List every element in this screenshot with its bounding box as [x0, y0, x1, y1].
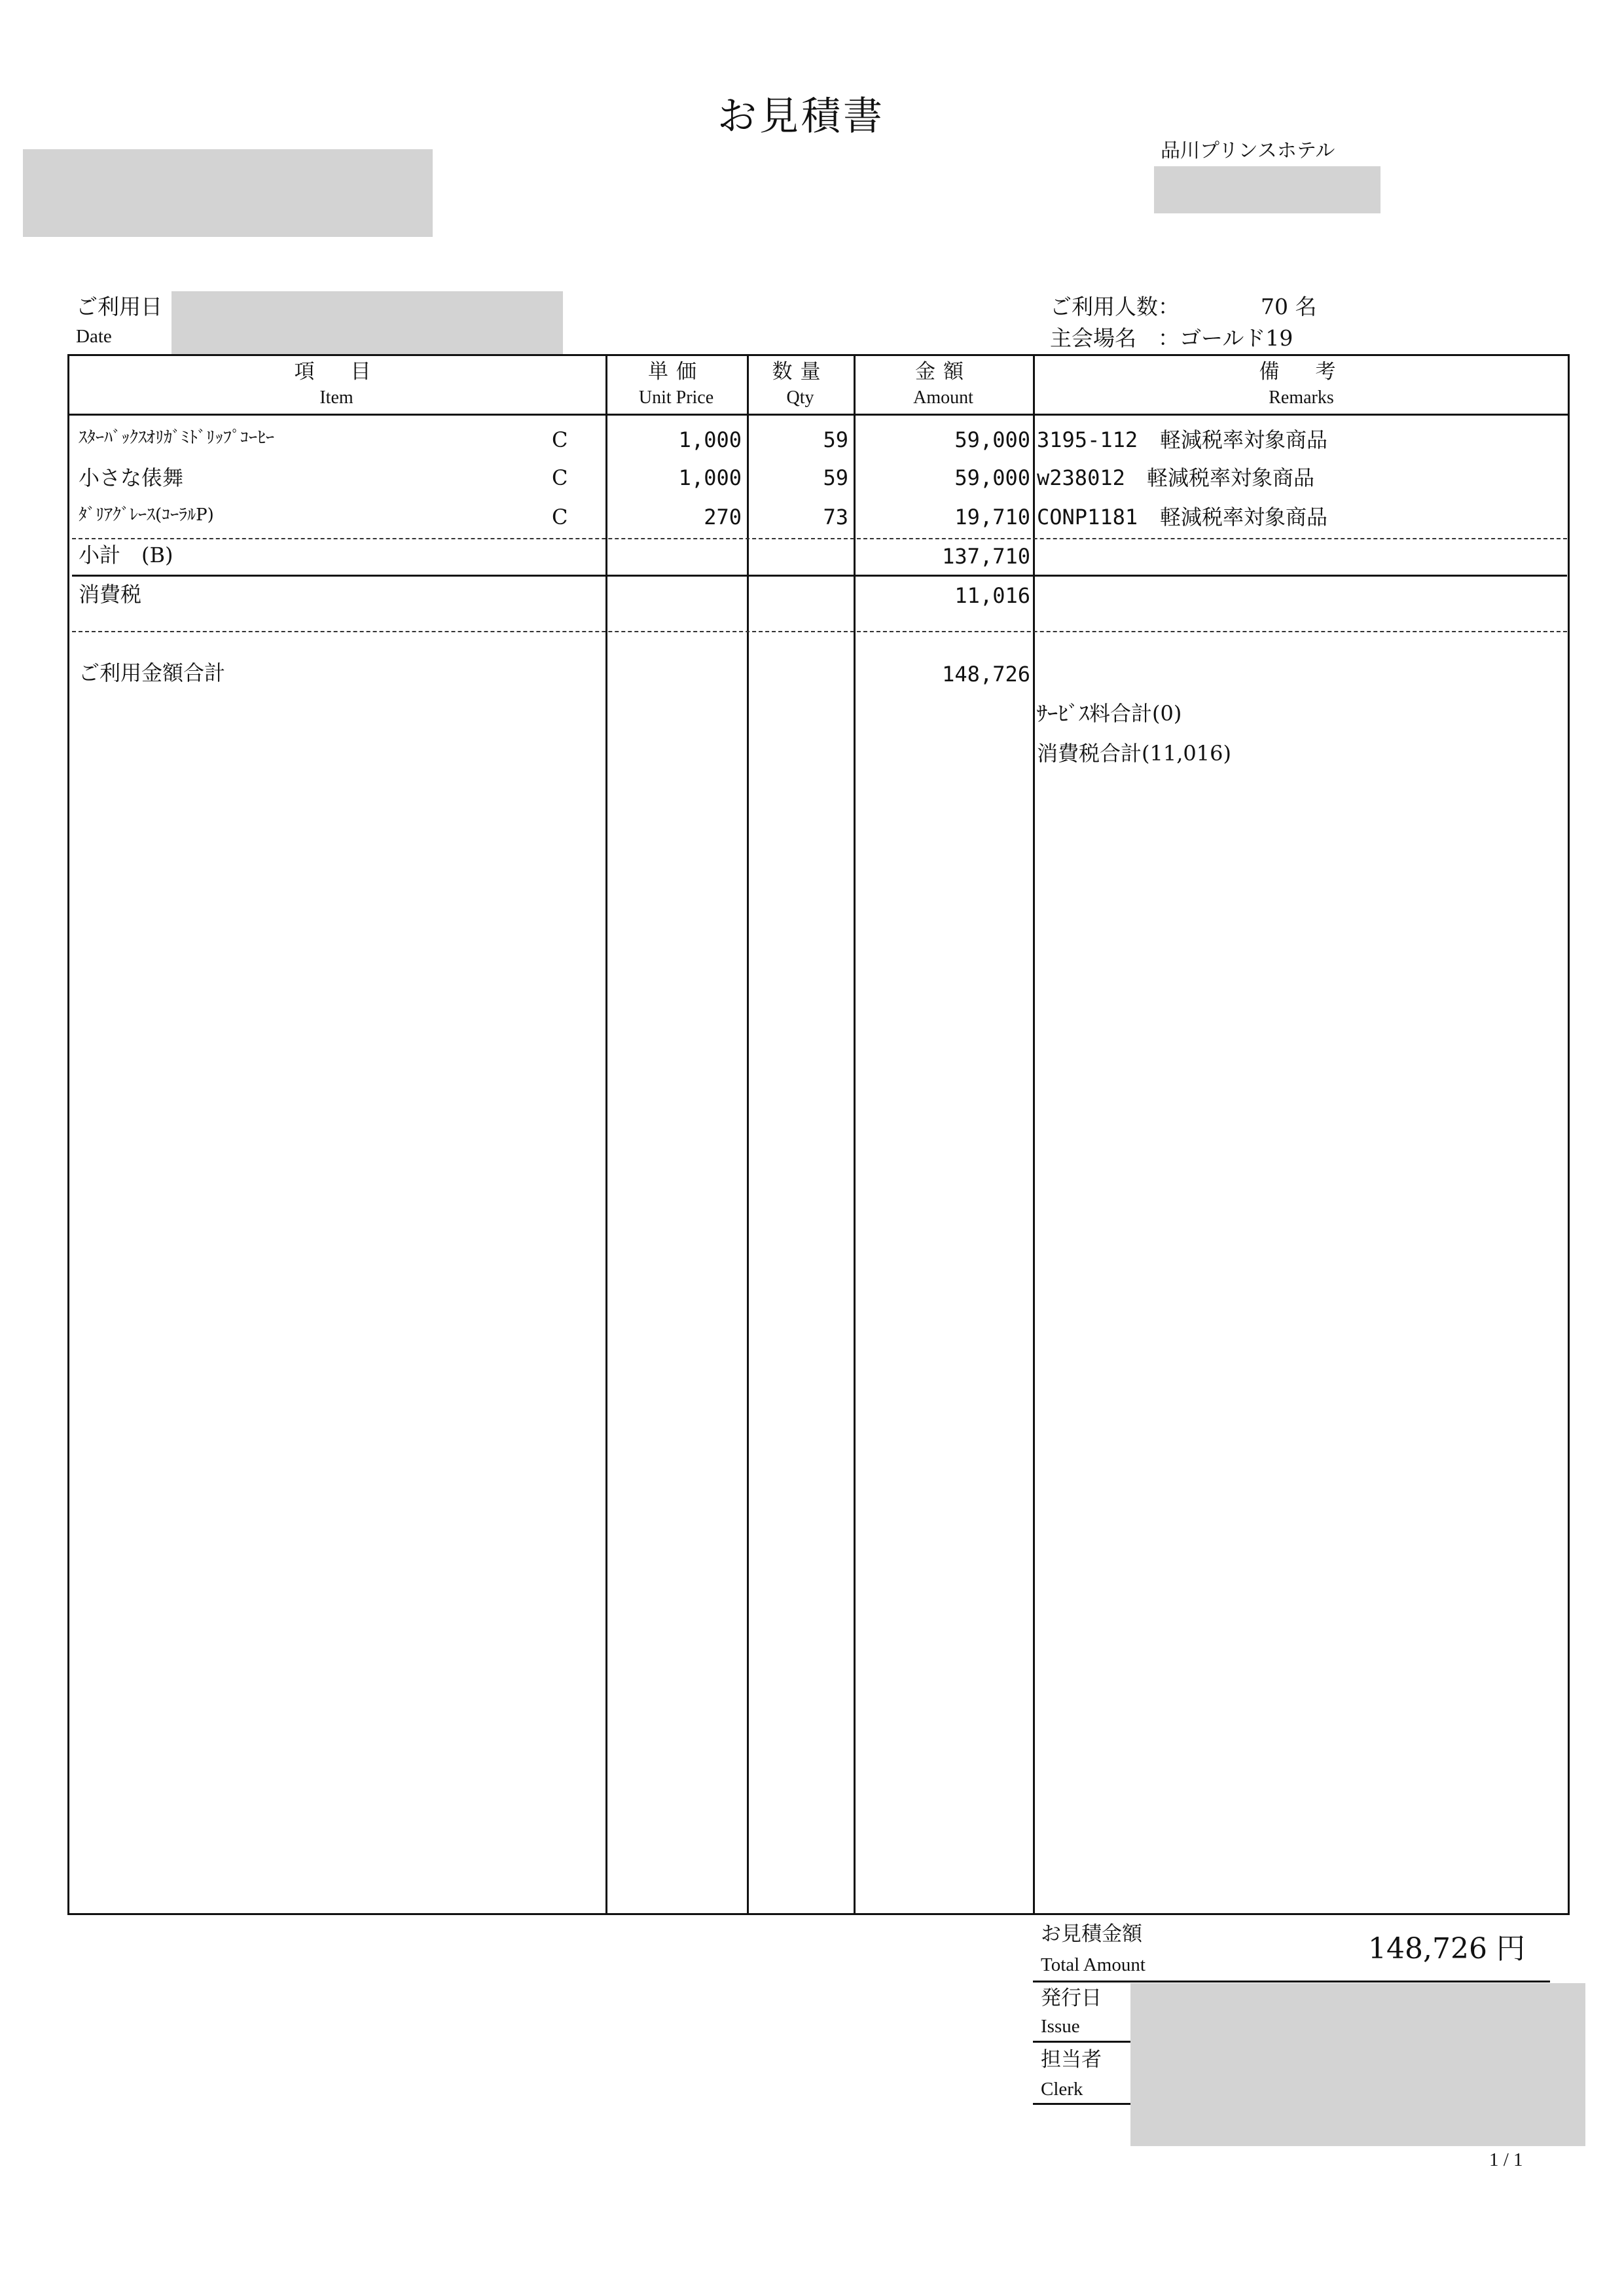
clerk-underline	[1033, 2103, 1131, 2105]
item-name: ｽﾀｰﾊﾞｯｸｽｵﾘｶﾞﾐﾄﾞﾘｯﾌﾟｺｰﾋｰ	[79, 428, 275, 448]
item-unit-price: 1,000	[678, 427, 742, 452]
col-divider-amount	[1033, 354, 1035, 1915]
tax-total-remark: 消費税合計(11,016)	[1037, 741, 1231, 766]
hotel-name: 品川プリンスホテル	[1161, 139, 1335, 162]
item-qty: 73	[823, 505, 848, 529]
item-amount: 59,000	[954, 465, 1030, 490]
date-label-en: Date	[76, 326, 112, 347]
issue-label-en: Issue	[1041, 2016, 1080, 2037]
item-remark-note: 軽減税率対象商品	[1160, 427, 1328, 452]
col-header-qty-en: Qty	[786, 387, 814, 408]
document-title: お見積書	[717, 94, 885, 139]
item-qty: 59	[823, 465, 848, 490]
tax-amount: 11,016	[954, 583, 1030, 608]
subtotal-amount: 137,710	[942, 544, 1030, 569]
col-header-item-en: Item	[319, 387, 353, 408]
col-divider-item	[605, 354, 607, 1915]
item-name: 小さな俵舞	[79, 465, 184, 490]
col-header-remarks-jp: 備 考	[1259, 360, 1344, 384]
col-divider-unit-price	[747, 354, 749, 1915]
issue-label-jp: 発行日	[1041, 1986, 1102, 2010]
estimate-total-label-en: Total Amount	[1041, 1954, 1146, 1975]
item-remark-code: CONP1181	[1037, 505, 1138, 529]
estimate-total-label-jp: お見積金額	[1041, 1922, 1142, 1946]
col-header-amount-jp: 金額	[915, 360, 971, 384]
item-name: ﾀﾞﾘｱｸﾞﾚｰｽ(ｺｰﾗﾙP)	[79, 505, 214, 525]
estimate-table	[67, 354, 1570, 1915]
date-label-jp: ご利用日	[76, 294, 162, 319]
item-remark-code: 3195-112	[1037, 427, 1138, 452]
subtotal-top-rule	[72, 538, 1567, 539]
page-number: 1 / 1	[1489, 2149, 1523, 2170]
redacted-hotel-contact	[1154, 166, 1380, 213]
venue-label: 主会場名 ：ゴールド19	[1050, 325, 1293, 351]
item-code: C	[552, 465, 568, 490]
guests-label: ご利用人数：	[1050, 294, 1180, 319]
redacted-customer-name	[23, 149, 433, 237]
total-amount-underline	[1033, 1981, 1550, 1982]
item-unit-price: 270	[704, 505, 742, 529]
redacted-date	[171, 291, 563, 355]
grand-total-amount: 148,726	[942, 662, 1030, 687]
col-header-unit-price-en: Unit Price	[638, 387, 714, 408]
estimate-total-value: 148,726 円	[1368, 1932, 1525, 1965]
clerk-label-en: Clerk	[1041, 2079, 1083, 2100]
col-header-amount-en: Amount	[913, 387, 973, 408]
header-bottom-rule	[67, 414, 1570, 416]
guests-value: 70 名	[1261, 294, 1317, 319]
tax-label: 消費税	[79, 582, 142, 607]
item-amount: 19,710	[954, 505, 1030, 529]
item-code: C	[552, 427, 568, 452]
item-qty: 59	[823, 427, 848, 452]
item-remark-code: w238012	[1037, 465, 1125, 490]
item-remark-note: 軽減税率対象商品	[1160, 505, 1328, 529]
item-amount: 59,000	[954, 427, 1030, 452]
clerk-label-jp: 担当者	[1041, 2048, 1102, 2072]
col-header-remarks-en: Remarks	[1269, 387, 1334, 408]
tax-bottom-rule	[72, 631, 1567, 632]
col-header-qty-jp: 数量	[772, 360, 829, 384]
subtotal-label: 小計 (B)	[79, 543, 173, 567]
item-remark-note: 軽減税率対象商品	[1147, 465, 1315, 490]
col-header-item-jp: 項 目	[294, 360, 379, 384]
issue-underline	[1033, 2041, 1131, 2043]
subtotal-bottom-rule	[72, 575, 1567, 577]
grand-total-label: ご利用金額合計	[79, 660, 226, 685]
item-unit-price: 1,000	[678, 465, 742, 490]
col-header-unit-price-jp: 単価	[648, 360, 704, 384]
item-code: C	[552, 505, 568, 529]
redacted-issue-clerk	[1130, 1983, 1585, 2146]
service-fee-total: ｻｰﾋﾞｽ料合計(0)	[1037, 701, 1182, 726]
